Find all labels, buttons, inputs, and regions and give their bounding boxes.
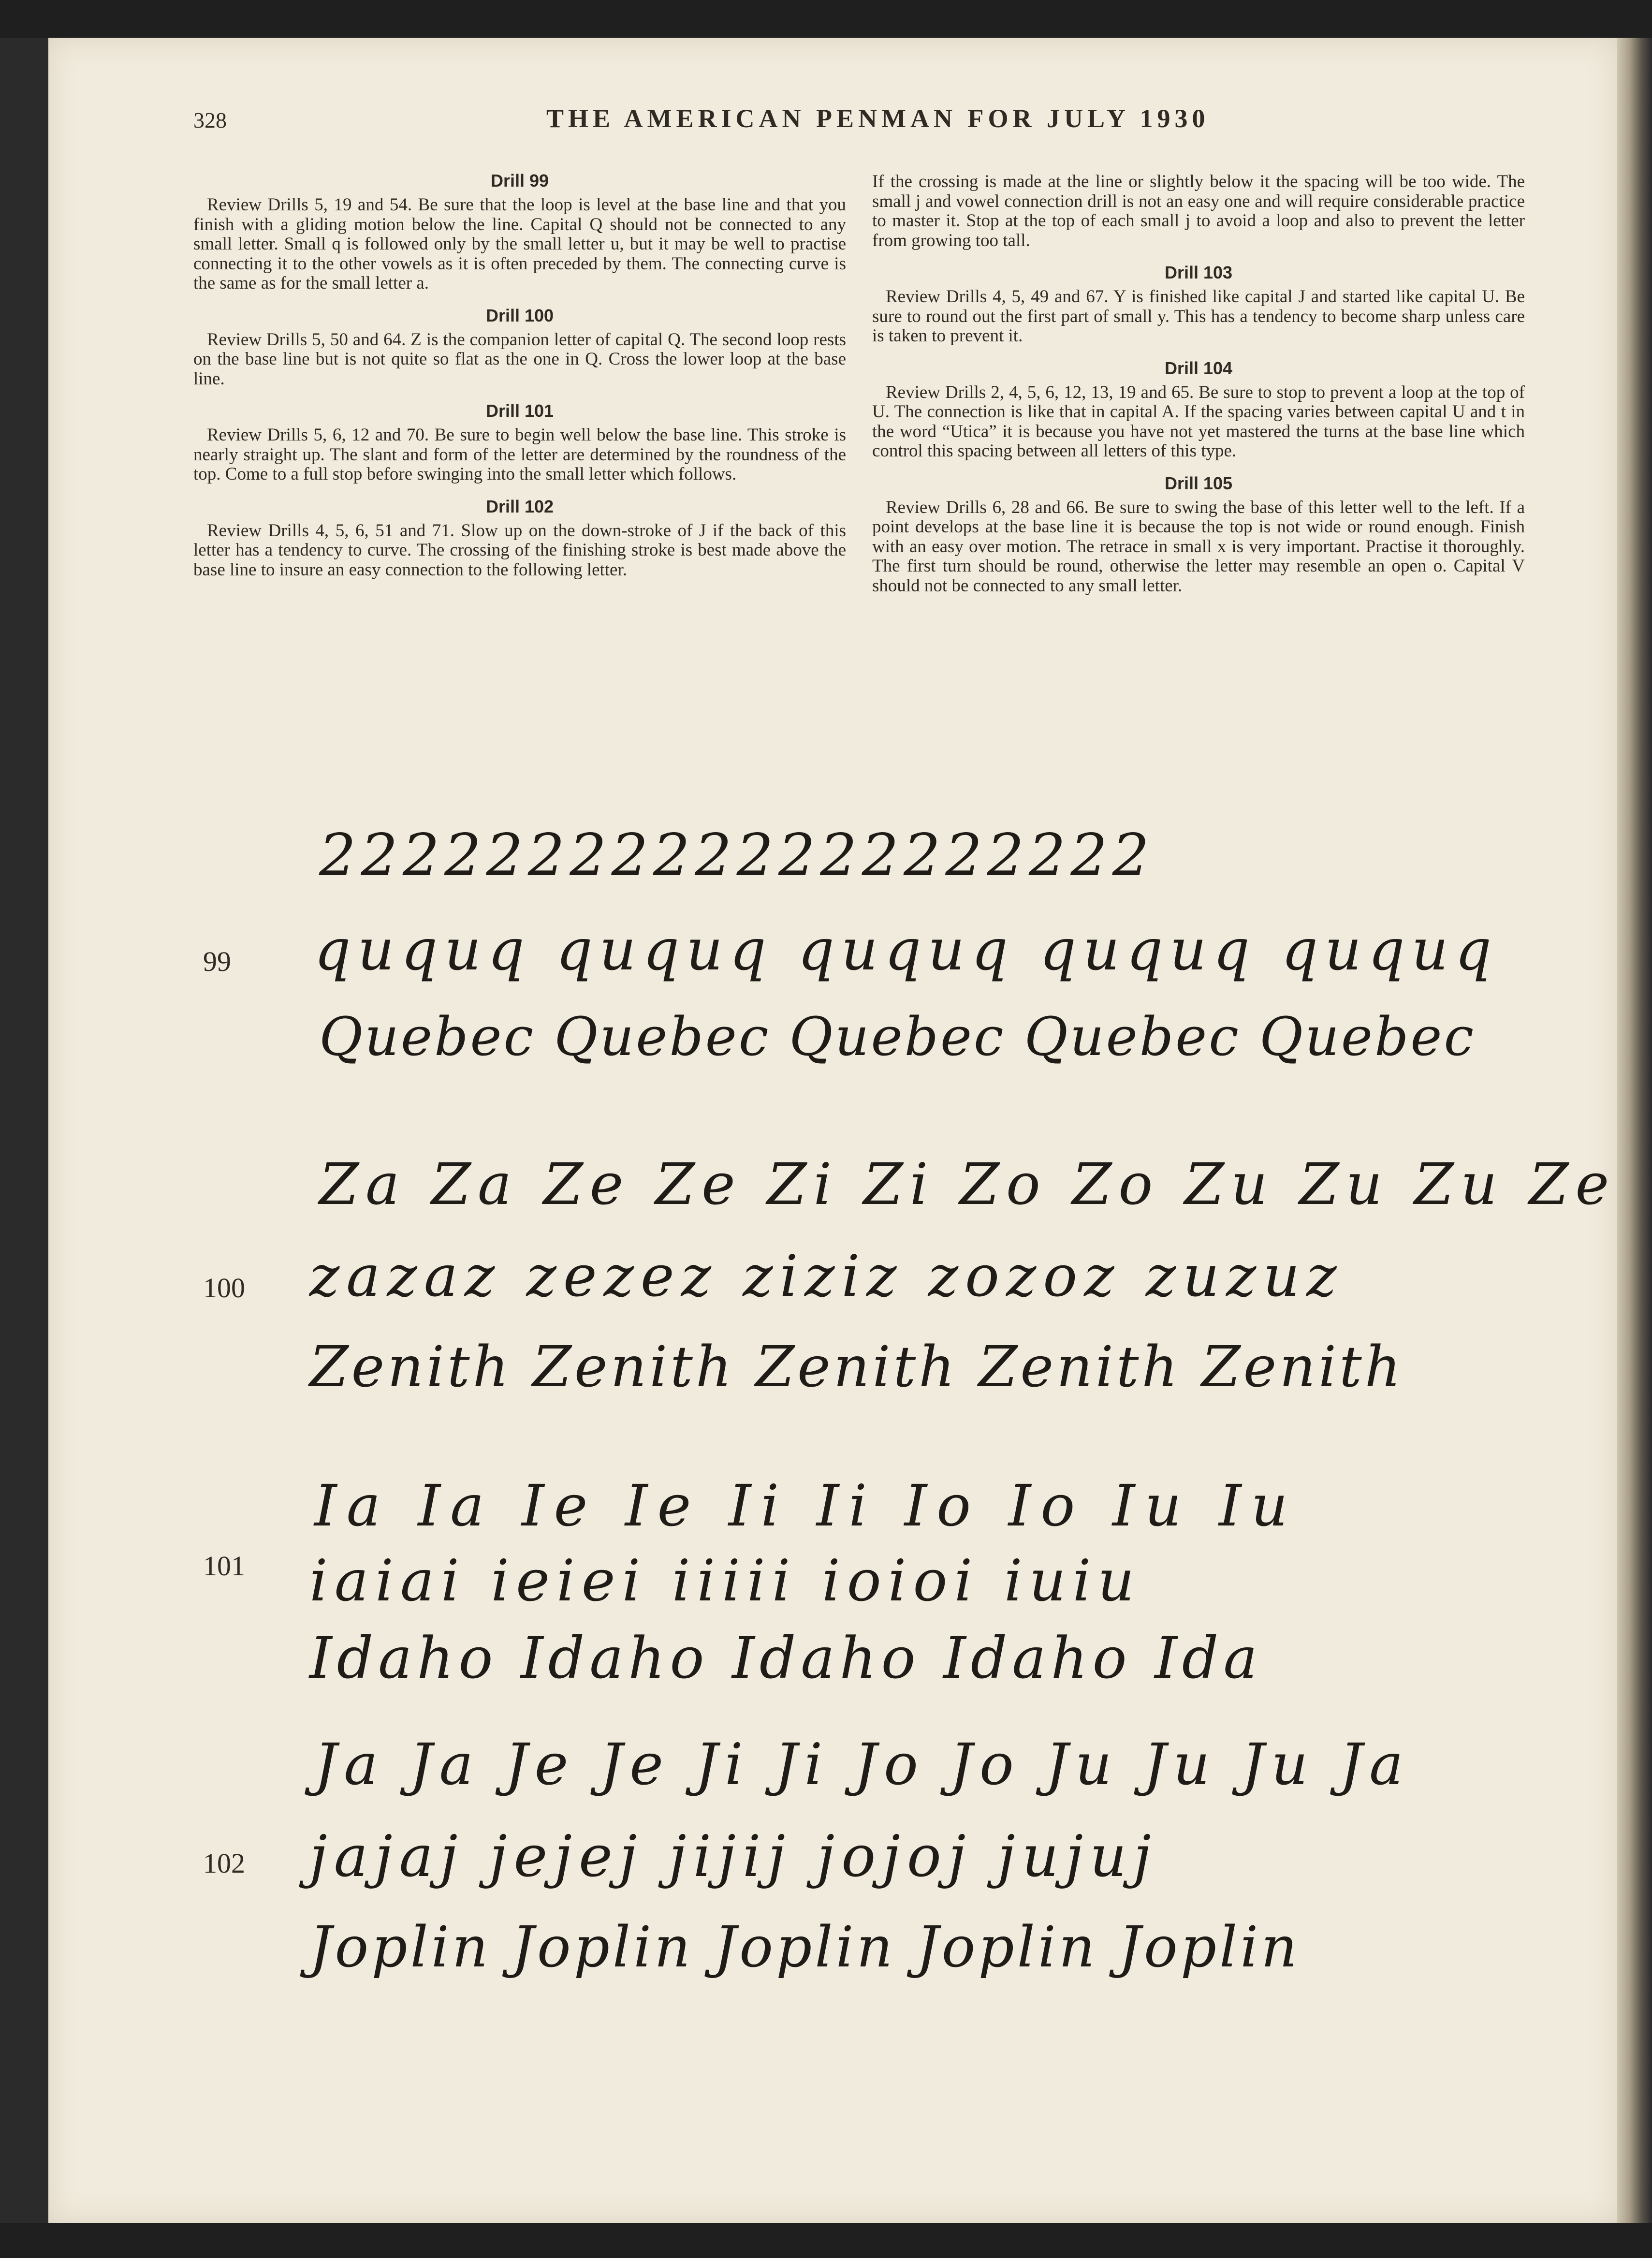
running-head: THE AMERICAN PENMAN FOR JULY 1930 <box>546 104 1210 133</box>
right-text-column <box>872 164 1525 596</box>
drill-heading: Drill 101 <box>485 401 554 421</box>
drill-paragraph: Review Drills 2, 4, 5, 6, 12, 13, 19 and 65. Be sure to stop to prevent a loop at the top of U. The connection is like that in capital A. If the spacing varies between capital U and t in the word “Utica” it is because you have not yet mastered the turns at the base line which control this spacing between all letters of this type. <box>872 382 1525 461</box>
drill-paragraph-continued: If the crossing is made at the line or slightly below it the spacing will be too wide. The small j and vowel connection drill is not an easy one and will require considerable practice to master it. Stop at the top of each small j to avoid a loop and also to prevent the letter from growing too tall. <box>872 172 1525 250</box>
page-binding-edge <box>1617 38 1652 2223</box>
script-drill-line: Joplin Joplin Joplin Joplin Joplin <box>309 1915 1301 1980</box>
script-drill-line: Zenith Zenith Zenith Zenith Zenith <box>309 1334 1404 1400</box>
script-drill-line: 22222222222222222222 <box>319 822 1154 889</box>
script-drill-line: zazaz zezez ziziz zozoz zuzuz <box>309 1243 1344 1309</box>
drill-heading: Drill 104 <box>1164 358 1233 378</box>
scan-border-bottom <box>0 2223 1652 2258</box>
script-drill-line: Ja Ja Je Je Ji Ji Jo Jo Ju Ju Ju Ja <box>314 1731 1410 1798</box>
drill-number: 99 <box>203 946 231 977</box>
drill-paragraph: Review Drills 4, 5, 6, 51 and 71. Slow up on the down-stroke of J if the back of this letter has a tendency to curve. The crossing of the finishing stroke is best made above the base line to insure an easy connection to the following letter. <box>193 520 846 580</box>
drill-heading: Drill 105 <box>1164 473 1233 493</box>
drill-heading: Drill 100 <box>485 305 554 325</box>
drill-heading: Drill 99 <box>490 171 549 191</box>
script-drill-line: Za Za Ze Ze Zi Zi Zo Zo Zu Zu Zu Ze <box>319 1151 1616 1217</box>
script-drill-line: jajaj jejej jijij jojoj jujuj <box>309 1823 1158 1890</box>
drill-paragraph: Review Drills 4, 5, 49 and 67. Y is finished like capital J and started like capital U. Be sure to round out the first part of small y. This has a tendency to become sharp unless care is taken to prevent it. <box>872 287 1525 346</box>
script-drill-line: Idaho Idaho Idaho Idaho Ida <box>309 1625 1262 1691</box>
drill-heading: Drill 103 <box>1164 263 1233 282</box>
scan-border-top <box>0 0 1652 38</box>
drill-paragraph: Review Drills 5, 50 and 64. Z is the companion letter of capital Q. The second loop rests on the base line but is not quite so flat as the one in Q. Cross the lower loop at the base line. <box>193 329 846 389</box>
page-number: 328 <box>193 108 227 132</box>
drill-paragraph: Review Drills 5, 19 and 54. Be sure that the loop is level at the base line and that you finish with a gliding motion below the line. Capital Q should not be connected to any small letter. Small q is followed only by the small letter u, but it may be well to practise connecting it to the other vowels as it is often preceded by them. The connecting curve is the same as for the small letter a. <box>193 195 846 293</box>
script-drill-line: Quebec Quebec Quebec Quebec Quebec <box>319 1006 1476 1068</box>
script-drill-line: ququq ququq ququq ququq ququq <box>314 916 1499 983</box>
drill-number: 102 <box>203 1847 245 1879</box>
script-drill-line: Ia Ia Ie Ie Ii Ii Io Io Iu Iu <box>314 1472 1298 1539</box>
left-text-column <box>193 164 846 580</box>
drill-paragraph: Review Drills 6, 28 and 66. Be sure to swing the base of this letter well to the left. If a point develops at the base line it is because the top is not wide or round enough. Finish with an easy over motion. The retrace in small x is very important. Practise it thoroughly. The first turn should be round, otherwise the letter may resemble an open o. Capital V should not be connected to any small letter. <box>872 497 1525 596</box>
drill-number: 100 <box>203 1272 245 1304</box>
drill-number: 101 <box>203 1550 245 1582</box>
drill-heading: Drill 102 <box>485 496 554 516</box>
script-drill-line: iaiai ieiei iiiii ioioi iuiu <box>309 1547 1141 1614</box>
drill-paragraph: Review Drills 5, 6, 12 and 70. Be sure to begin well below the base line. This stroke is nearly straight up. The slant and form of the letter are determined by the roundness of the top. Come to a full stop before swinging into the small letter which follows. <box>193 425 846 484</box>
